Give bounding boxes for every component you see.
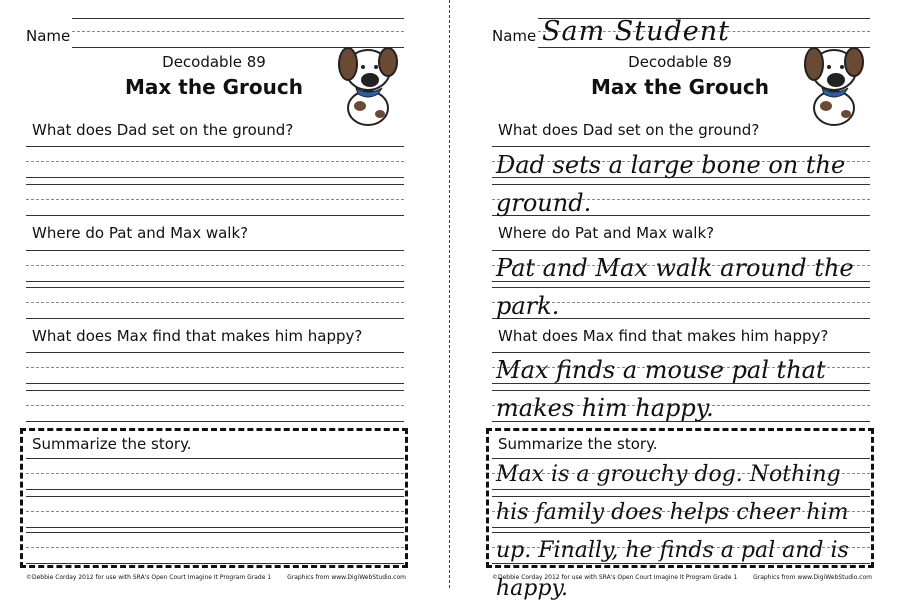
footer-credit: ©Debbie Corday 2012 for use with SRA's Open Court Imagine It Program Grade 1 — [26, 574, 272, 581]
footer-graphics: Graphics from www.DigiWebStudio.com — [287, 574, 406, 581]
page-divider — [449, 0, 450, 588]
question-3: What does Max find that makes him happy? — [32, 327, 363, 345]
footer — [26, 574, 406, 581]
story-title: Max the Grouch — [591, 75, 769, 99]
dog-illustration-icon — [794, 40, 874, 126]
question-3: What does Max find that makes him happy? — [498, 327, 829, 345]
answer-lines-2[interactable] — [26, 250, 404, 282]
answer-lines-1[interactable] — [26, 146, 404, 178]
question-1: What does Dad set on the ground? — [32, 121, 294, 139]
name-label: Name — [492, 27, 537, 45]
summary-lines-2[interactable] — [26, 496, 404, 528]
answer-lines-3b[interactable] — [26, 390, 404, 422]
answer-lines-3[interactable] — [26, 352, 404, 384]
footer — [492, 574, 872, 581]
question-4: Summarize the story. — [32, 435, 192, 453]
question-1: What does Dad set on the ground? — [498, 121, 760, 139]
dog-illustration-icon — [328, 40, 408, 126]
name-label: Name — [26, 27, 71, 45]
answer-3: Max finds a mouse pal that makes him happy. — [496, 356, 826, 422]
question-2: Where do Pat and Max walk? — [498, 224, 715, 242]
answer-4: Max is a grouchy dog. Nothing his family does helps cheer him up. Finally, he finds a pal and is happy. — [496, 462, 849, 601]
question-4: Summarize the story. — [498, 435, 658, 453]
decodable-number: Decodable 89 — [162, 53, 266, 71]
completed-worksheet — [490, 0, 899, 601]
summary-lines-3[interactable] — [26, 532, 404, 564]
answer-2: Pat and Max walk around the park. — [496, 254, 854, 320]
decodable-number: Decodable 89 — [628, 53, 732, 71]
question-2: Where do Pat and Max walk? — [32, 224, 249, 242]
answer-lines-2b[interactable] — [26, 287, 404, 319]
student-name: Sam Student — [542, 16, 731, 47]
blank-worksheet — [24, 0, 434, 588]
answer-lines-1b[interactable] — [26, 184, 404, 216]
answer-1: Dad sets a large bone on the ground. — [496, 151, 846, 217]
story-title: Max the Grouch — [125, 75, 303, 99]
footer-graphics: Graphics from www.DigiWebStudio.com — [753, 574, 872, 581]
footer-credit: ©Debbie Corday 2012 for use with SRA's Open Court Imagine It Program Grade 1 — [492, 574, 738, 581]
summary-lines-1[interactable] — [26, 458, 404, 490]
